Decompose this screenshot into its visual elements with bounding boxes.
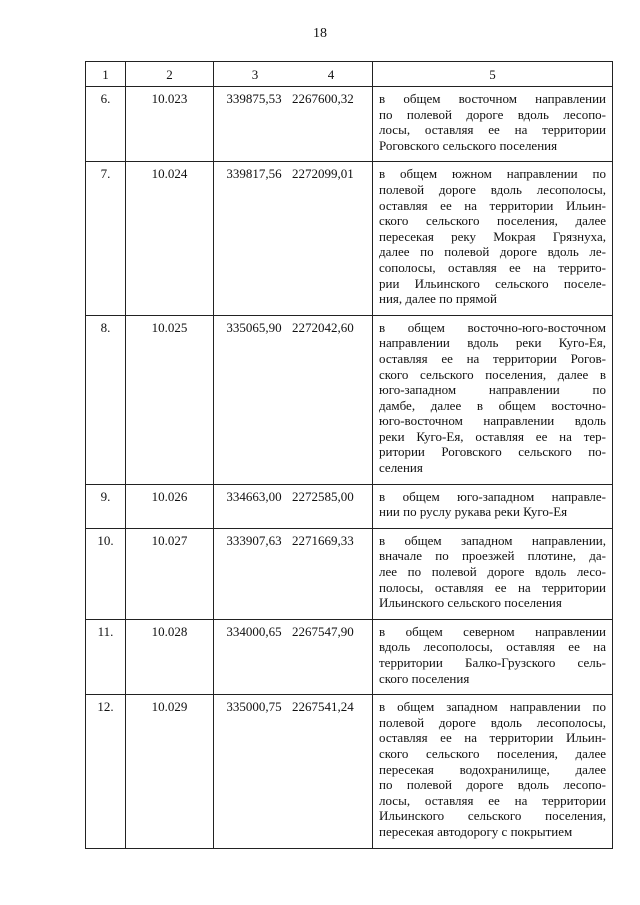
route-description [373,162,613,315]
header-col-4: 4 [327,67,335,83]
description-line: полевой дороге вдоль лесополосы, [379,714,606,730]
description-line: ского сельского поселения, далее [379,213,606,229]
coordinates-cell [214,87,373,162]
point-id: 10.026 [126,484,214,528]
description-line: пересекая автодорогу с покрытием [379,823,573,839]
description-line: Роговского сельского поселения [379,137,558,153]
table-header-row [86,62,613,87]
description-line: в общем западном направлении по [379,699,606,715]
description-line: по полевой дороге вдоль лесопо- [379,777,606,793]
point-id: 10.025 [126,315,214,484]
header-col-3-4 [214,62,373,87]
page-number: 18 [313,26,327,41]
row-number: 7. [86,162,126,315]
description-line: оставляя ее на территории Ильин- [379,197,606,213]
description-line: Ильинского сельского поселения [379,595,562,611]
coordinate-x: 333907,63 [226,532,282,548]
route-description [373,484,613,528]
coordinate-y: 2267547,90 [292,623,354,639]
coordinate-y: 2272042,60 [292,319,354,335]
description-line: пересекая водохранилище, далее [379,761,606,777]
coordinates-cell [214,528,373,619]
row-number: 12. [86,695,126,848]
description-line: в общем западном направлении, [379,532,606,548]
description-line: лосы, оставляя ее на территории [379,122,606,138]
coordinate-x: 335065,90 [226,319,282,335]
route-description [373,528,613,619]
coordinate-y: 2271669,33 [292,532,354,548]
description-line: ритории Роговского сельского по- [379,444,606,460]
header-col-1: 1 [86,62,126,87]
description-line: вдоль лесополосы, оставляя ее на [379,639,606,655]
description-line: по полевой дороге вдоль лесопо- [379,106,606,122]
header-col-5: 5 [373,62,613,87]
description-line: в общем северном направлении [379,623,606,639]
description-line: Ильинского сельского поселения, [379,808,606,824]
coordinate-x: 339875,53 [226,91,282,106]
row-number: 9. [86,484,126,528]
description-line: пересекая реку Мокрая Грязнуха, [379,228,606,244]
point-id: 10.027 [126,528,214,619]
description-line: лосы, оставляя ее на территории [379,792,606,808]
description-line: направлении вдоль реки Куго-Ея, [379,335,606,351]
route-description [373,315,613,484]
description-line: дамбе, далее в общем восточно- [379,397,606,413]
coordinate-x: 334000,65 [226,623,282,639]
description-line: ния, далее по прямой [379,291,497,307]
description-line: полосы, оставляя ее на территории [379,579,606,595]
table-body [86,87,613,849]
route-description [373,695,613,848]
description-line: далее по полевой дороге вдоль ле- [379,244,606,260]
coordinate-y: 2267600,32 [292,91,354,106]
header-col-2: 2 [126,62,214,87]
description-line: в общем южном направлении по [379,166,606,182]
coordinates-cell [214,619,373,694]
row-number: 6. [86,87,126,162]
point-id: 10.024 [126,162,214,315]
description-line: полевой дороге вдоль лесополосы, [379,181,606,197]
description-line: вначале по проезжей плотине, да- [379,548,606,564]
description-line: в общем восточном направлении [379,91,606,106]
point-id: 10.023 [126,87,214,162]
coordinate-y: 2272099,01 [292,166,354,182]
point-id: 10.029 [126,695,214,848]
description-line: сополосы, оставляя ее на террито- [379,259,606,275]
table-row [86,87,613,162]
route-description [373,87,613,162]
coordinates-cell [214,162,373,315]
table-row [86,528,613,619]
description-line: оставляя ее на территории Ильин- [379,730,606,746]
coordinates-cell [214,484,373,528]
table-row [86,162,613,315]
boundary-description-table [85,61,613,849]
description-line: юго-восточном направлении вдоль [379,413,606,429]
description-line: ского сельского поселения, далее в [379,366,606,382]
table-row [86,484,613,528]
coordinates-cell [214,315,373,484]
description-line: реки Куго-Ея, оставляя ее на тер- [379,428,606,444]
coordinates-cell [214,695,373,848]
point-id: 10.028 [126,619,214,694]
description-line: в общем юго-западном направле- [379,488,606,504]
table-row [86,695,613,848]
description-line: территории Балко-Грузского сель- [379,655,606,670]
row-number: 10. [86,528,126,619]
coordinate-x: 334663,00 [226,488,282,504]
description-line: ского сельского поселения, далее [379,745,606,761]
coordinate-x: 335000,75 [226,699,282,715]
description-line: селения [379,460,423,476]
header-col-3: 3 [251,67,259,83]
description-line: ского поселения [379,670,470,686]
description-line: лее по полевой дороге вдоль лесо- [379,564,606,580]
table-row [86,619,613,694]
row-number: 8. [86,315,126,484]
table-row [86,315,613,484]
description-line: рии Ильинского сельского поселе- [379,275,606,291]
coordinate-y: 2272585,00 [292,488,354,504]
description-line: в общем восточно-юго-восточном [379,319,606,335]
description-line: нии по руслу рукава реки Куго-Ея [379,504,568,520]
description-line: юго-западном направлении по [379,382,606,398]
route-description [373,619,613,694]
coordinate-x: 339817,56 [226,166,282,182]
coordinate-y: 2267541,24 [292,699,354,715]
description-line: оставляя ее на территории Рогов- [379,350,606,366]
row-number: 11. [86,619,126,694]
